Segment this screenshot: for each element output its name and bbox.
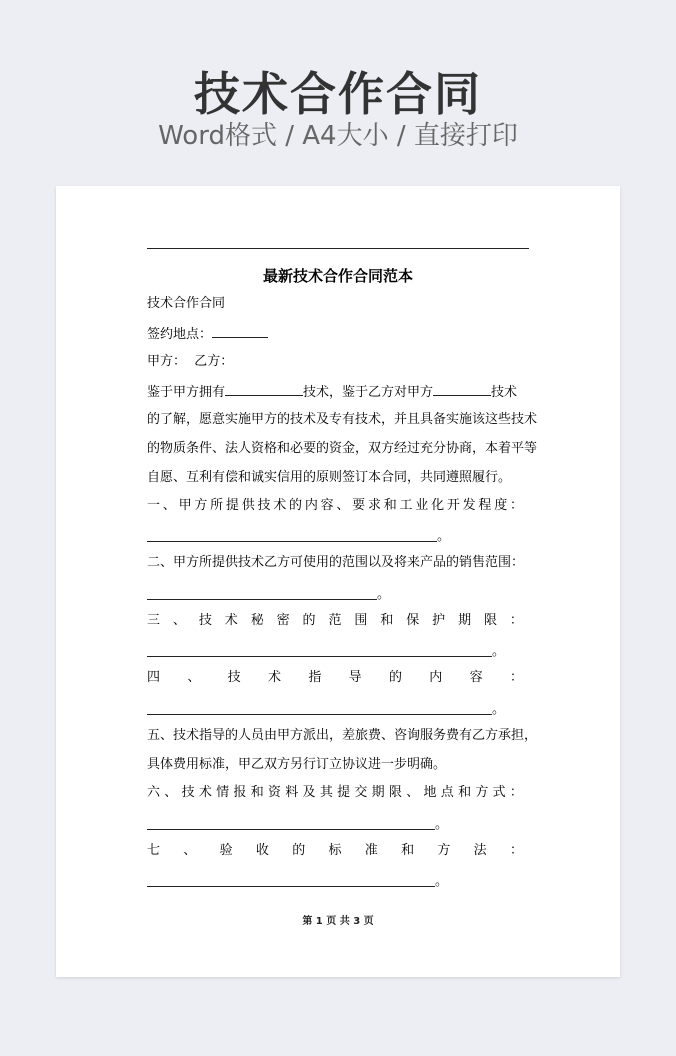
clause-7-char: 准 <box>364 843 378 858</box>
party-b-tech-blank <box>433 381 491 396</box>
clause-4-char: 四 <box>147 670 161 685</box>
clause-7-period: 。 <box>435 874 449 889</box>
clause-7-blank <box>147 886 435 887</box>
clause-1-char: 开 <box>446 498 460 513</box>
intro-line-1 <box>147 381 529 403</box>
clause-7-char: ： <box>509 843 523 858</box>
parties-line <box>147 352 529 372</box>
clause-6-char: 、 <box>406 785 420 800</box>
clause-3-char: 围 <box>354 613 368 628</box>
clause-1 <box>147 496 523 516</box>
clause-3-char: 的 <box>302 613 316 628</box>
clause-6-char: 术 <box>198 785 212 800</box>
clause-1-char: 的 <box>289 498 303 513</box>
clause-1-char: 供 <box>241 498 255 513</box>
banner-subtitle: Word格式 / A4大小 / 直接打印 <box>158 121 518 151</box>
clause-1-char: 容 <box>320 498 334 513</box>
clause-7-char: 收 <box>255 843 269 858</box>
clause-7-char: 验 <box>219 843 233 858</box>
clause-6-char: 及 <box>302 785 316 800</box>
clause-4-char: 、 <box>187 670 201 685</box>
clause-3-char: 三 <box>147 613 161 628</box>
clause-6-char: 地 <box>423 785 437 800</box>
party-b-label: 乙方： <box>194 354 234 369</box>
clause-1-char: 所 <box>210 498 224 513</box>
clause-6-char: 期 <box>371 785 385 800</box>
sign-place-label: 签约地点： <box>147 327 213 342</box>
clause-6-char: 方 <box>475 785 489 800</box>
clause-4-char: 容 <box>469 670 483 685</box>
clause-1-char: 术 <box>273 498 287 513</box>
clause-1-char: 要 <box>352 498 366 513</box>
clause-1-char: 甲 <box>178 498 192 513</box>
clause-4-char: 的 <box>388 670 402 685</box>
document-title: 最新技术合作合同范本 <box>262 267 413 285</box>
clause-6-char: 情 <box>216 785 230 800</box>
clause-7-char: 七 <box>147 843 161 858</box>
clause-6-char: ： <box>509 785 523 800</box>
clause-4-char: 技 <box>227 670 241 685</box>
clause-3-char: 期 <box>458 613 472 628</box>
clause-1-char: 求 <box>367 498 381 513</box>
clause-4-period: 。 <box>492 702 506 717</box>
clause-1-char: 化 <box>431 498 445 513</box>
clause-1-char: 提 <box>225 498 239 513</box>
clause-3-char: 密 <box>276 613 290 628</box>
clause-3-char: 、 <box>172 613 186 628</box>
clause-6-period: 。 <box>435 817 449 832</box>
clause-6-char: 其 <box>319 785 333 800</box>
clause-7 <box>147 841 523 861</box>
clause-7-char: 的 <box>292 843 306 858</box>
clause-3-char: 范 <box>328 613 342 628</box>
clause-1-char: 、 <box>162 498 176 513</box>
clause-3-char: ： <box>509 613 523 628</box>
top-rule <box>147 248 529 249</box>
clause-6-char: 、 <box>164 785 178 800</box>
clause-3-char: 术 <box>224 613 238 628</box>
clause-4-char: 指 <box>308 670 322 685</box>
clause-1-char: 、 <box>336 498 350 513</box>
banner-title: 技术合作合同 <box>194 67 482 121</box>
clause-3-char: 护 <box>432 613 446 628</box>
clause-1-char: 发 <box>462 498 476 513</box>
intro-1c: 技术 <box>491 385 518 400</box>
clause-2-period: 。 <box>377 587 391 602</box>
clause-4-blank <box>147 714 492 715</box>
clause-6-char: 报 <box>233 785 247 800</box>
clause-3-blank <box>147 656 492 657</box>
clause-6-char: 式 <box>492 785 506 800</box>
clause-1-char: 业 <box>415 498 429 513</box>
clause-4 <box>147 668 523 688</box>
clause-6-char: 料 <box>285 785 299 800</box>
technology-blank <box>225 381 303 396</box>
clause-6-char: 点 <box>440 785 454 800</box>
clause-6 <box>147 783 523 803</box>
clause-7-char: 和 <box>401 843 415 858</box>
clause-5-line-1: 五、技术指导的人员由甲方派出，差旅费、咨询服务费有乙方承担， <box>147 728 538 743</box>
sign-place-line <box>147 323 529 345</box>
clause-3-char: 限 <box>483 613 497 628</box>
clause-5-line-2: 具体费用标准，甲乙双方另行订立协议进一步明确。 <box>147 757 447 772</box>
clause-6-char: 提 <box>337 785 351 800</box>
page-footer: 第 1 页 共 3 页 <box>302 916 374 927</box>
clause-2-blank <box>147 599 377 600</box>
clause-1-char: 和 <box>383 498 397 513</box>
clause-6-char: 六 <box>147 785 161 800</box>
clause-6-char: 交 <box>354 785 368 800</box>
document-page <box>56 186 620 977</box>
clause-7-char: 法 <box>473 843 487 858</box>
clause-6-char: 技 <box>181 785 195 800</box>
clause-4-char: ： <box>509 670 523 685</box>
clause-7-char: 、 <box>183 843 197 858</box>
party-a-label: 甲方： <box>147 354 187 369</box>
clause-1-char: 方 <box>194 498 208 513</box>
clause-3 <box>147 611 523 631</box>
clause-4-char: 术 <box>267 670 281 685</box>
clause-7-char: 标 <box>328 843 342 858</box>
intro-line-4: 自愿、互利有偿和诚实信用的原则签订本合同，共同遵照履行。 <box>147 470 512 485</box>
clause-1-char: 工 <box>399 498 413 513</box>
clause-1-char: 度 <box>494 498 508 513</box>
clause-3-char: 技 <box>198 613 212 628</box>
sign-place-blank <box>212 323 268 338</box>
intro-1a: 鉴于甲方拥有 <box>147 385 226 400</box>
clause-6-char: 资 <box>267 785 281 800</box>
clause-6-blank <box>147 829 435 830</box>
clause-6-char: 和 <box>250 785 264 800</box>
clause-6-char: 和 <box>458 785 472 800</box>
intro-1b: 技术，鉴于乙方对甲方 <box>303 385 434 400</box>
clause-4-char: 内 <box>429 670 443 685</box>
clause-3-char: 和 <box>380 613 394 628</box>
clause-1-char: 内 <box>304 498 318 513</box>
clause-1-char: 技 <box>257 498 271 513</box>
clause-1-char: 一 <box>147 498 161 513</box>
clause-2: 二、甲方所提供技术乙方可使用的范围以及将来产品的销售范围： <box>147 555 525 570</box>
clause-7-char: 方 <box>437 843 451 858</box>
contract-heading: 技术合作合同 <box>147 296 226 311</box>
clause-3-char: 保 <box>406 613 420 628</box>
clause-1-char: ： <box>509 498 523 513</box>
intro-line-3: 的物质条件、法人资格和必要的资金，双方经过充分协商，本着平等 <box>147 441 538 456</box>
clause-6-char: 限 <box>388 785 402 800</box>
clause-1-period: 。 <box>437 529 451 544</box>
clause-4-char: 导 <box>348 670 362 685</box>
clause-1-blank <box>147 541 437 542</box>
intro-line-2: 的了解，愿意实施甲方的技术及专有技术，并且具备实施该这些技术 <box>147 412 538 427</box>
clause-3-char: 秘 <box>250 613 264 628</box>
clause-3-period: 。 <box>492 644 506 659</box>
clause-1-char: 程 <box>478 498 492 513</box>
